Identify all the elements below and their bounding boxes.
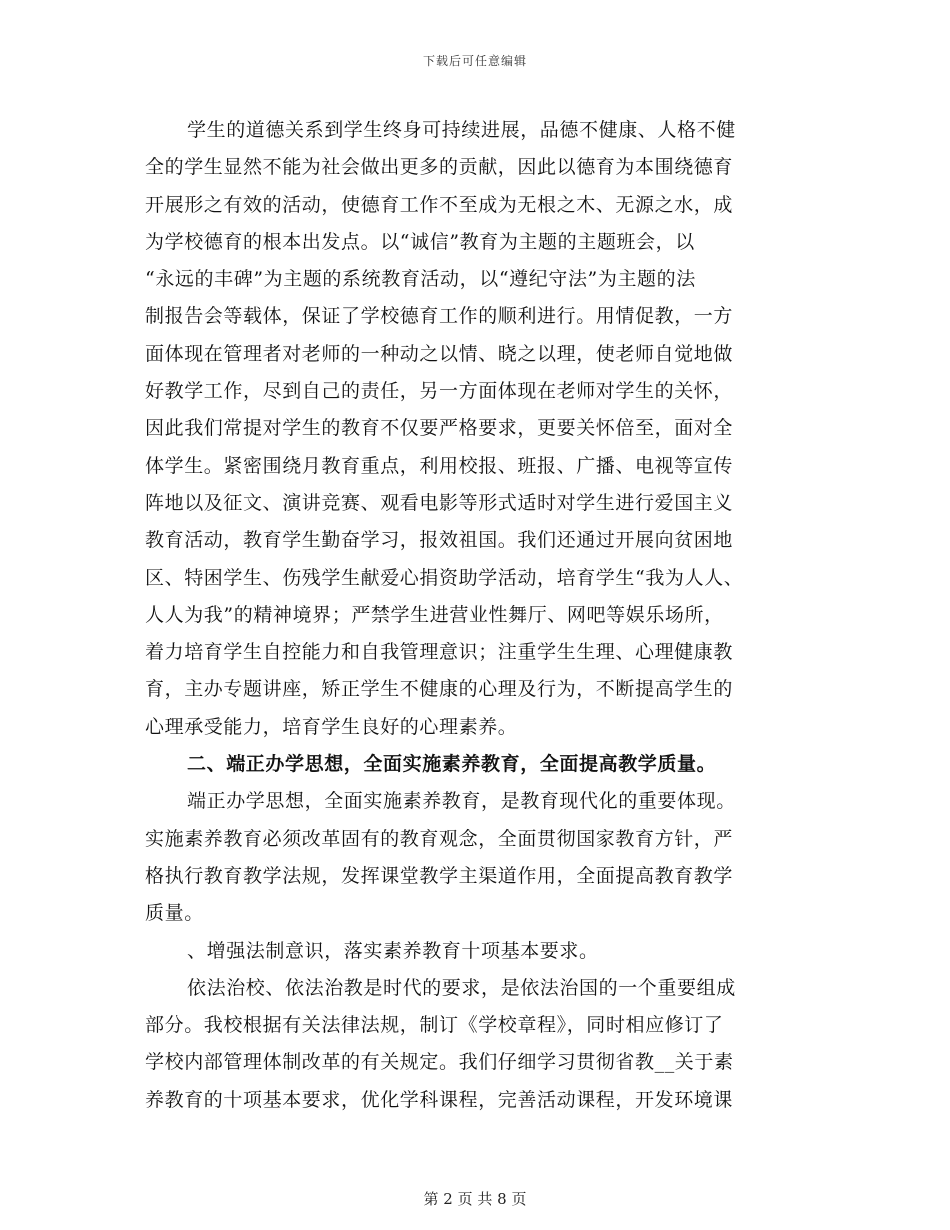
paragraph-line: 开展形之有效的活动，使德育工作不至成为无根之木、无源之水，成 [145,193,734,216]
paragraph-line: 养教育的十项基本要求，优化学科课程，完善活动课程，开发环境课 [145,1088,734,1111]
page-number: 第 2 页 共 8 页 [423,1190,527,1208]
paragraph-line: 实施素养教育必须改革固有的教育观念，全面贯彻国家教育方针，严 [145,827,734,850]
paragraph-line: 教育活动，教育学生勤奋学习，报效祖国。我们还通过开展向贫困地 [145,529,734,552]
paragraph-line: 面体现在管理者对老师的一种动之以情、晓之以理，使老师自觉地做 [145,342,734,365]
paragraph-line: 因此我们常提对学生的教育不仅要严格要求，更要关怀倍至，面对全 [145,417,734,440]
paragraph-line: 阵地以及征文、演讲竞赛、观看电影等形式适时对学生进行爱国主义 [145,491,734,514]
paragraph-line: 部分。我校根据有关法律法规，制订《学校章程》，同时相应修订了 [145,1014,724,1037]
paragraph-line: 着力培育学生自控能力和自我管理意识；注重学生生理、心理健康教 [145,641,734,664]
paragraph-line: 为学校德育的根本出发点。以“诚信”教育为主题的主题班会，以 [145,230,695,253]
section-heading: 二、端正办学思想，全面实施素养教育，全面提高教学质量。 [187,753,717,776]
paragraph-line: 育，主办专题讲座，矫正学生不健康的心理及行为，不断提高学生的 [145,678,734,701]
document-body [145,112,805,1119]
paragraph-line: 体学生。紧密围绕月教育重点，利用校报、班报、广播、电视等宣传 [145,454,734,477]
paragraph-line: 制报告会等载体，保证了学校德育工作的顺利进行。用情促教，一方 [145,305,734,328]
paragraph-line: 学校内部管理体制改革的有关规定。我们仔细学习贯彻省教__关于素 [145,1051,734,1074]
paragraph-line: 好教学工作，尽到自己的责任，另一方面体现在老师对学生的关怀， [145,380,734,403]
paragraph-line: 质量。 [145,902,204,925]
paragraph-line: “永远的丰碑”为主题的系统教育活动，以“遵纪守法”为主题的法 [145,268,696,291]
subsection-heading: 、增强法制意识，落实素养教育十项基本要求。 [187,939,599,962]
paragraph-line: 端正办学思想，全面实施素养教育，是教育现代化的重要体现。 [187,790,736,813]
paragraph-line: 人人为我”的精神境界；严禁学生进营业性舞厅、网吧等娱乐场所， [145,603,724,626]
paragraph-line: 心理承受能力，培育学生良好的心理素养。 [145,715,518,738]
paragraph-line: 学生的道德关系到学生终身可持续进展，品德不健康、人格不健 [187,119,736,141]
paragraph-line: 格执行教育教学法规，发挥课堂教学主渠道作用，全面提高教育教学 [145,864,734,887]
paragraph-line: 依法治校、依法治教是时代的要求，是依法治国的一个重要组成 [187,976,736,999]
paragraph-line: 全的学生显然不能为社会做出更多的贡献，因此以德育为本围绕德育 [145,156,734,179]
header-note: 下载后可任意编辑 [422,54,527,68]
paragraph-line: 区、特困学生、伤残学生献爱心捐资助学活动，培育学生“我为人人、 [145,566,744,589]
